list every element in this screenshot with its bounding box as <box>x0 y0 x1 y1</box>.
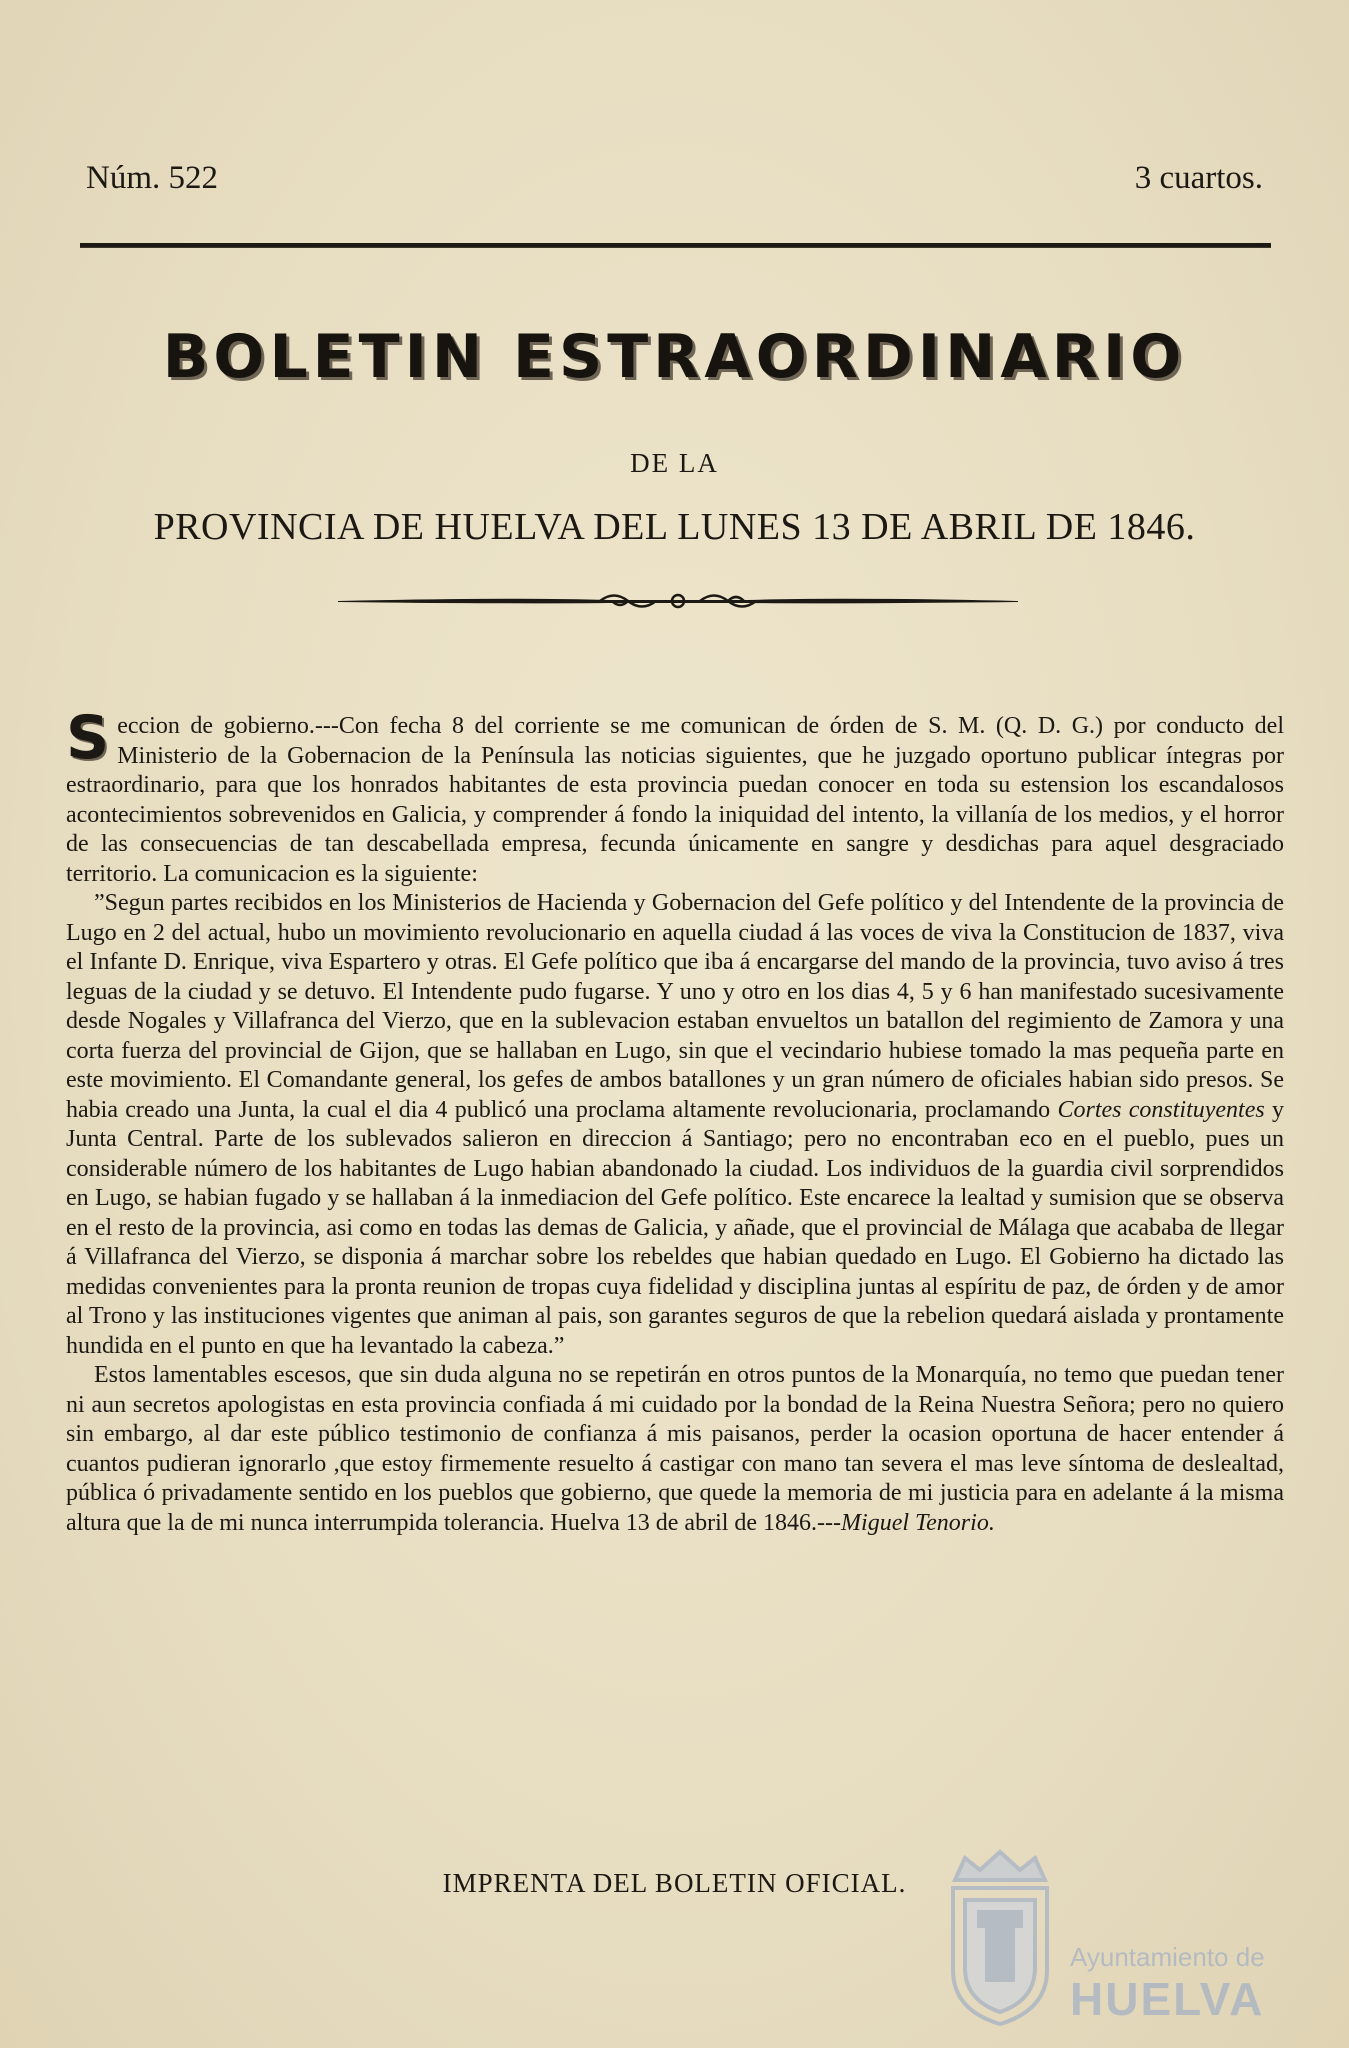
watermark-line1: Ayuntamiento de <box>1070 1942 1265 1972</box>
watermark-line2: HUELVA <box>1070 1973 1265 2025</box>
masthead-subtitle: PROVINCIA DE HUELVA DEL LUNES 13 DE ABRIL DE 1846. <box>153 506 1196 548</box>
coat-of-arms-icon <box>935 1840 1065 2030</box>
article-paragraph <box>66 703 1284 889</box>
paragraph-text: Estos lamentables escesos, que sin duda alguna no se repetirán en otros puntos de la Monarquía, no temo que puedan tener ni aun secretos apologistas en esta provincia confiada á mi cuidado por la bondad de la Reina Nuestra Señora; pero no quiero sin embargo, al dar este público testimonio de confianza á mis paisanos, perder la ocasion oportuna de hacer entender á cuantos pudieran ignorarlo ,que estoy firmemente resuelto á castigar con mano tan severa el mas leve síntoma de deslealtad, pública ó privadamente sentido en los pueblos que gobierno, que quede la memoria de mi justicia para en adelante á la misma altura que la de mi nunca interrumpida tolerancia. Huelva 13 de abril de 1846.--- <box>66 1362 1284 1536</box>
paragraph-text: y Junta Central. Parte de los sublevados salieron en direccion á Santiago; pero no encontraban eco en el pueblo, pues un considerable número de los habitantes de Lugo habian abandonado la ciudad. Los individuos de la guardia civil sorprendidos en Lugo, se habian fugado y se hallaban á la inmediacion del Gefe político. Este encarece la lealtad y sumision que se observa en el resto de la provincia, asi como en todas las demas de Galicia, y añade, que el provincial de Málaga que acababa de llegar á Villafranca del Vierzo, se disponia á marchar sobre los rebeldes que habian quedado en Lugo. El Gobierno ha dictado las medidas convenientes para la pronta reunion de tropas cuya fidelidad y disciplina juntas al espíritu de paz, de órden y de amor al Trono y las instituciones vigentes que animan al pais, son garantes seguros de que la rebelion quedará aislada y prontamente hundida en el punto en que ha levantado la cabeza.” <box>66 1096 1284 1359</box>
article-paragraph <box>66 1361 1284 1538</box>
paragraph-text: eccion de gobierno.---Con fecha 8 del corriente se me comunican de órden de S. M. (Q. D. G.) por conducto del Ministerio de la Gobernacion de la Península las noticias siguientes, que he juzgado oportuno publicar íntegras por estraordinario, para que los honrados habitantes de esta provincia puedan conocer en toda su estension los escandalosos acontecimientos sobrevenidos en Galicia, y comprender á fondo la iniquidad del intento, la villanía de los medios, y el horror de las consecuencias de tan descabellada empresa, fecunda únicamente en sangre y desdichas para aquel desgraciado territorio. La comunicacion es la siguiente: <box>66 713 1284 887</box>
issue-price: 3 cuartos. <box>1134 160 1263 196</box>
city-hall-watermark <box>935 1840 1295 2030</box>
drop-cap: S <box>66 703 110 773</box>
masthead-title: BOLETIN ESTRAORDINARIO <box>162 322 1187 392</box>
header-line <box>86 160 1263 197</box>
italic-phrase: Cortes constituyentes <box>1057 1096 1265 1123</box>
printer-imprint: IMPRENTA DEL BOLETIN OFICIAL. <box>442 1868 907 1898</box>
article-body <box>66 703 1284 1538</box>
signature: Miguel Tenorio. <box>841 1509 995 1536</box>
masthead-de-la: DE LA <box>630 448 719 478</box>
issue-number: Núm. 522 <box>86 160 218 196</box>
ornament-divider <box>338 586 1018 616</box>
article-paragraph <box>66 889 1284 1361</box>
paragraph-text: ”Segun partes recibidos en los Ministerios de Hacienda y Gobernacion del Gefe político y del Intendente de la provincia de Lugo en 2 del actual, hubo un movimiento revolucionario en aquella ciudad á las voces de viva la Constitucion de 1837, viva el Infante D. Enrique, viva Espartero y otras. El Gefe político que iba á encargarse del mando de la provincia, tuvo aviso á tres leguas de la ciudad y se detuvo. El Intendente pudo fugarse. Y uno y otro en los dias 4, 5 y 6 han manifestado sucesivamente desde Nogales y Villafranca del Vierzo, que en la sublevacion estaban envueltos un batallon del regimiento de Zamora y una corta fuerza del provincial de Gijon, que se hallaban en Lugo, sin que el vecindario hubiese tomado la mas pequeña parte en este movimiento. El Comandante general, los gefes de ambos batallones y un gran número de oficiales habian sido presos. Se habia creado una Junta, la cual el dia 4 publicó una proclama altamente revolucionaria, proclamando <box>66 890 1284 1123</box>
header-rule <box>80 243 1271 248</box>
